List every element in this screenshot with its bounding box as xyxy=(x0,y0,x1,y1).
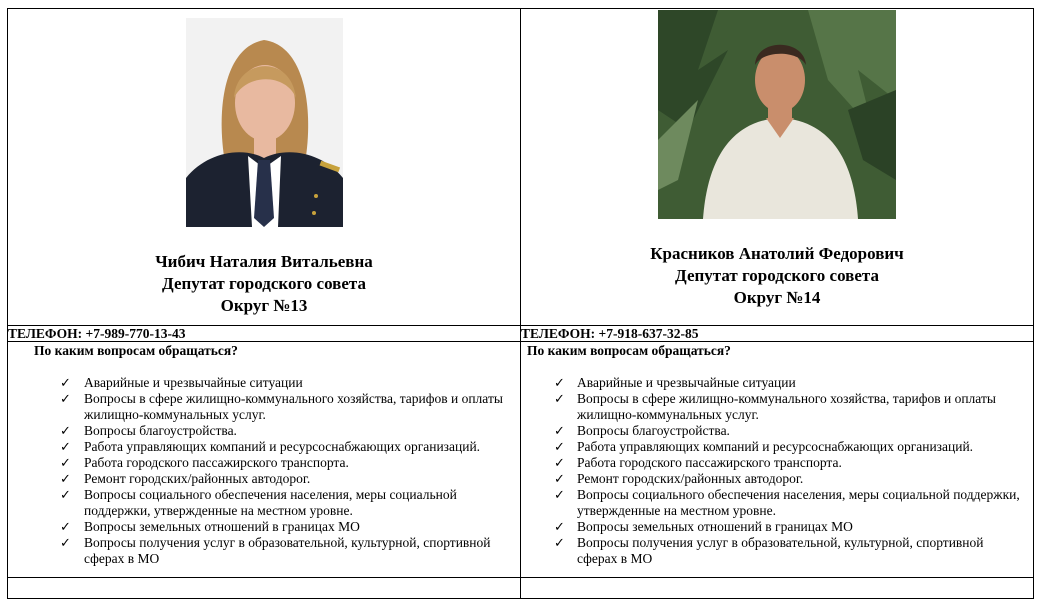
list-item: ✓ Вопросы в сфере жилищно-коммунального хозяйства, тарифов и оплаты жилищно-коммунальных услуг. xyxy=(60,391,503,422)
deputy-card-13 xyxy=(8,9,521,326)
deputies-table xyxy=(7,8,1034,599)
empty-cell xyxy=(521,578,1034,599)
questions-list xyxy=(521,375,1033,567)
check-icon: ✓ xyxy=(554,375,565,390)
phone-row-14 xyxy=(521,326,1034,342)
list-item: ✓ Работа управляющих компаний и ресурсоснабжающих организаций. xyxy=(554,439,974,454)
list-item: ✓ Вопросы получения услуг в образовательной, культурной, спортивной сферах в МО xyxy=(60,535,491,566)
phone-number: +7-918-637-32-85 xyxy=(598,326,699,341)
check-icon: ✓ xyxy=(554,439,565,454)
check-icon: ✓ xyxy=(554,471,565,486)
list-item: ✓ Аварийные и чрезвычайные ситуации xyxy=(554,375,796,390)
list-item: ✓ Вопросы благоустройства. xyxy=(60,423,237,438)
deputy-district: Округ №14 xyxy=(733,288,821,307)
check-icon: ✓ xyxy=(60,455,71,470)
deputy-position: Депутат городского совета xyxy=(675,266,879,285)
list-item: ✓ Работа городского пассажирского транспорта. xyxy=(60,455,349,470)
questions-cell-13 xyxy=(8,342,521,578)
check-icon: ✓ xyxy=(60,487,71,502)
list-item: ✓ Вопросы социального обеспечения населения, меры социальной поддержки, утвержденные на местном уровне. xyxy=(554,487,1020,518)
empty-cell xyxy=(8,578,521,599)
questions-cell-14 xyxy=(521,342,1034,578)
check-icon: ✓ xyxy=(554,535,565,550)
list-item: ✓ Ремонт городских/районных автодорог. xyxy=(60,471,311,486)
list-item: ✓ Аварийные и чрезвычайные ситуации xyxy=(60,375,303,390)
list-item: ✓ Вопросы в сфере жилищно-коммунального хозяйства, тарифов и оплаты жилищно-коммунальных услуг. xyxy=(554,391,996,422)
check-icon: ✓ xyxy=(60,519,71,534)
phone-label: ТЕЛЕФОН: xyxy=(8,326,83,341)
deputy-photo xyxy=(186,18,343,227)
check-icon: ✓ xyxy=(554,423,565,438)
list-item: ✓ Вопросы благоустройства. xyxy=(554,423,730,438)
check-icon: ✓ xyxy=(554,391,565,406)
list-item: ✓ Работа управляющих компаний и ресурсоснабжающих организаций. xyxy=(60,439,481,454)
deputy-photo xyxy=(658,10,896,219)
deputy-name: Красников Анатолий Федорович xyxy=(650,244,904,263)
deputy-position: Депутат городского совета xyxy=(162,274,366,293)
check-icon: ✓ xyxy=(554,487,565,502)
check-icon: ✓ xyxy=(554,519,565,534)
check-icon: ✓ xyxy=(554,455,565,470)
check-icon: ✓ xyxy=(60,375,71,390)
deputy-district: Округ №13 xyxy=(220,296,308,315)
deputy-name: Чибич Наталия Витальевна xyxy=(155,252,373,271)
phone-label: ТЕЛЕФОН: xyxy=(521,326,596,341)
check-icon: ✓ xyxy=(60,471,71,486)
questions-title: По каким вопросам обращаться? xyxy=(527,343,731,358)
list-item: ✓ Вопросы земельных отношений в границах МО xyxy=(60,519,360,534)
check-icon: ✓ xyxy=(60,439,71,454)
list-item: ✓ Вопросы социального обеспечения населения, меры социальной поддержки, утвержденные на местном уровне. xyxy=(60,487,457,518)
list-item: ✓ Работа городского пассажирского транспорта. xyxy=(554,455,842,470)
deputy-card-14 xyxy=(521,9,1034,326)
check-icon: ✓ xyxy=(60,391,71,406)
check-icon: ✓ xyxy=(60,423,71,438)
questions-list xyxy=(8,375,520,567)
list-item: ✓ Ремонт городских/районных автодорог. xyxy=(554,471,804,486)
list-item: ✓ Вопросы земельных отношений в границах МО xyxy=(554,519,853,534)
phone-number: +7-989-770-13-43 xyxy=(85,326,186,341)
questions-title: По каким вопросам обращаться? xyxy=(34,343,238,358)
check-icon: ✓ xyxy=(60,535,71,550)
list-item: ✓ Вопросы получения услуг в образовательной, культурной, спортивной сферах в МО xyxy=(554,535,984,566)
phone-row-13 xyxy=(8,326,521,342)
